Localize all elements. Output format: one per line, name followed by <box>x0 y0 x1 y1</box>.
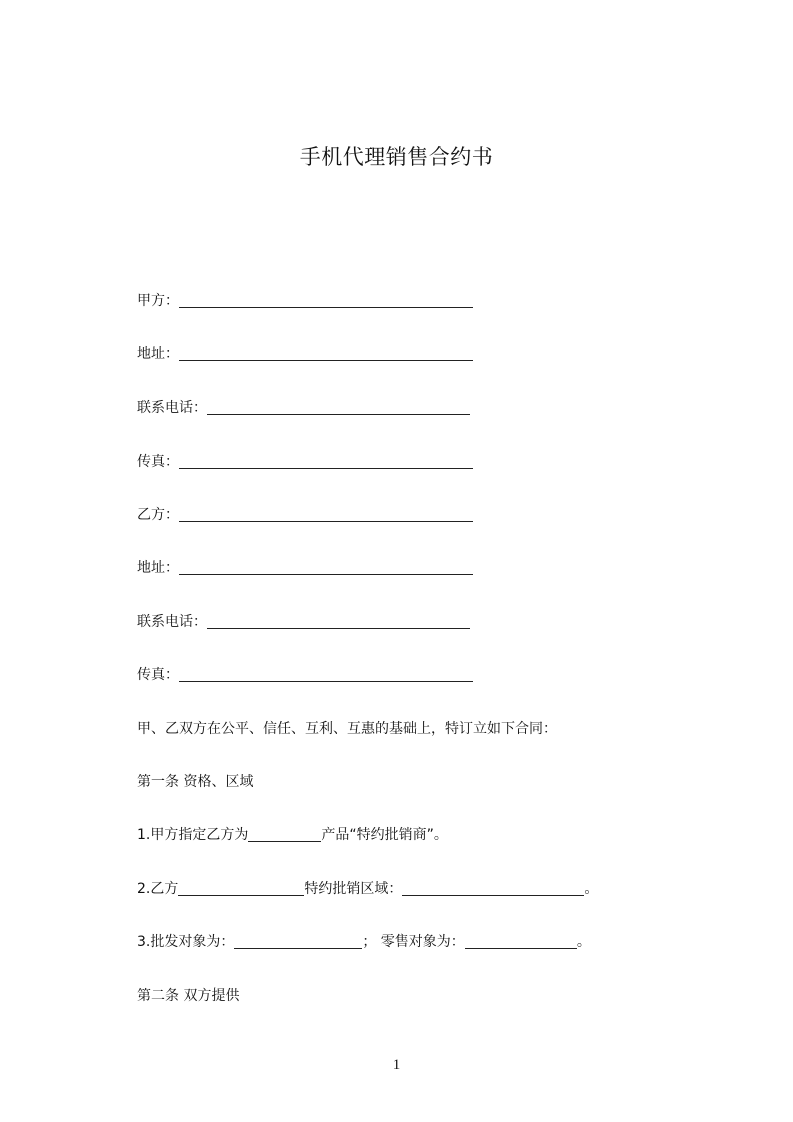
party-b-name-blank[interactable] <box>179 507 473 522</box>
party-a-name-label: 甲方： <box>137 293 179 309</box>
retail-target-blank[interactable] <box>465 934 577 949</box>
article-1-item-3 <box>137 932 591 952</box>
party-b-address-label: 地址： <box>137 560 179 576</box>
party-a-phone-line <box>137 398 470 418</box>
party-a-address-label: 地址： <box>137 346 179 362</box>
party-b-brand-blank[interactable] <box>178 881 304 896</box>
party-b-phone-line <box>137 612 470 632</box>
article-1-heading: 第一条 资格、区域 <box>137 774 254 790</box>
item-2-text-middle: 特约批销区域： <box>304 881 403 897</box>
party-a-name-line <box>137 291 473 311</box>
party-b-address-line <box>137 558 473 578</box>
wholesale-target-blank[interactable] <box>234 934 362 949</box>
sales-region-blank[interactable] <box>402 881 584 896</box>
party-a-fax-blank[interactable] <box>179 454 473 469</box>
article-1-item-1 <box>137 825 448 845</box>
party-a-phone-blank[interactable] <box>207 400 470 415</box>
party-a-fax-label: 传真： <box>137 454 179 470</box>
party-b-phone-label: 联系电话： <box>137 614 207 630</box>
item-2-text-after: 。 <box>584 881 599 897</box>
party-a-address-line <box>137 344 473 364</box>
article-2-heading: 第二条 双方提供 <box>137 988 240 1004</box>
item-3-text-after: 。 <box>576 934 591 950</box>
party-b-name-line <box>137 505 473 525</box>
item-1-text-before: 1.甲方指定乙方为 <box>137 827 249 843</box>
party-a-fax-line <box>137 452 473 472</box>
preamble-paragraph: 甲、乙双方在公平、信任、互利、互惠的基础上，特订立如下合同： <box>137 721 557 737</box>
party-b-fax-blank[interactable] <box>179 667 473 682</box>
document-title: 手机代理销售合约书 <box>299 145 494 169</box>
item-1-text-after: 产品“特约批销商”。 <box>321 827 448 843</box>
party-a-name-blank[interactable] <box>179 293 473 308</box>
item-3-text-middle: ； 零售对象为： <box>362 934 465 950</box>
party-b-name-label: 乙方： <box>137 507 179 523</box>
party-b-address-blank[interactable] <box>179 560 473 575</box>
page-number: 1 <box>392 1057 401 1073</box>
product-brand-blank[interactable] <box>248 827 321 842</box>
party-a-phone-label: 联系电话： <box>137 400 207 416</box>
party-b-phone-blank[interactable] <box>207 614 470 629</box>
party-a-address-blank[interactable] <box>179 346 473 361</box>
party-b-fax-label: 传真： <box>137 667 179 683</box>
party-b-fax-line <box>137 665 473 685</box>
item-2-text-before: 2.乙方 <box>137 881 179 897</box>
article-1-item-2 <box>137 879 598 899</box>
item-3-text-before: 3.批发对象为： <box>137 934 235 950</box>
